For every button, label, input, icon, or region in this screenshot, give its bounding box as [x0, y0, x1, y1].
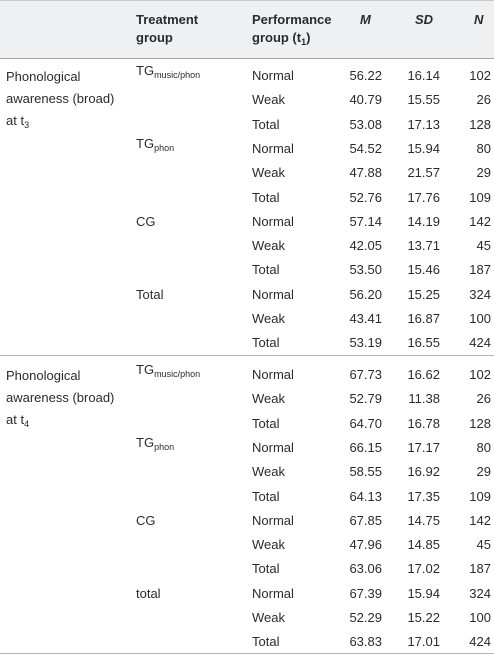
sd-cell: 15.25	[407, 286, 440, 302]
block-label-line3	[6, 110, 114, 132]
treatment-group-name: TG	[136, 135, 155, 151]
performance-group-cell: Weak	[252, 610, 285, 625]
n-cell: 45	[476, 537, 491, 553]
treatment-group-label	[136, 214, 156, 230]
mean-cell: 57.14	[349, 213, 382, 229]
n-cell: 100	[469, 311, 491, 326]
treatment-group-label	[136, 136, 174, 152]
n-cell: 187	[469, 561, 491, 577]
treatment-group-sub: music/phon	[154, 369, 201, 379]
table-header	[0, 0, 494, 59]
treatment-group-label	[136, 63, 200, 79]
mean-cell: 47.96	[349, 537, 382, 553]
performance-group-cell: Total	[252, 488, 280, 504]
treatment-group-label	[136, 362, 200, 378]
performance-group-cell: Normal	[252, 286, 294, 302]
mean-cell: 53.08	[349, 116, 382, 132]
mean-cell: 53.50	[349, 262, 382, 278]
mean-cell: 54.52	[349, 140, 382, 156]
mean-cell: 66.15	[349, 439, 382, 455]
sd-cell: 14.19	[407, 213, 440, 229]
performance-group-cell: Weak	[252, 311, 285, 326]
n-cell: 128	[469, 415, 491, 431]
performance-group-cell: Weak	[252, 537, 285, 553]
performance-group-cell: Total	[252, 561, 280, 577]
performance-group-cell: Total	[252, 634, 280, 650]
block-label-line2: awareness (broad)	[6, 91, 115, 106]
header-performance-line1: Performance	[252, 12, 332, 27]
performance-group-cell: Normal	[252, 512, 294, 528]
performance-group-cell: Total	[252, 415, 280, 431]
performance-group-cell: Weak	[252, 92, 285, 108]
performance-group-cell: Weak	[252, 238, 285, 254]
block-label-time: at t	[6, 113, 25, 128]
header-treatment-line2: group	[136, 30, 173, 45]
header-n: N	[474, 12, 484, 27]
n-cell: 26	[476, 92, 491, 108]
mean-cell: 58.55	[349, 464, 382, 480]
treatment-group-sub: phon	[154, 142, 175, 153]
n-cell: 102	[469, 367, 491, 382]
sd-cell: 17.01	[407, 634, 440, 650]
performance-group-cell: Normal	[252, 140, 294, 156]
row-block-label	[6, 66, 114, 132]
header-performance-text: group (t	[252, 30, 302, 45]
mean-cell: 52.79	[349, 391, 382, 407]
performance-group-cell: Normal	[252, 367, 294, 382]
sd-cell: 14.85	[407, 537, 440, 553]
n-cell: 424	[469, 335, 491, 351]
performance-group-cell: Normal	[252, 213, 294, 229]
treatment-group-sub: phon	[154, 441, 175, 452]
treatment-group-name: Total	[136, 286, 164, 302]
mean-cell: 56.20	[349, 286, 382, 302]
header-performance-group	[252, 11, 331, 47]
performance-group-cell: Total	[252, 116, 280, 132]
sd-cell: 16.92	[407, 464, 440, 480]
n-cell: 80	[476, 140, 491, 156]
block-label-line1: Phonological	[6, 368, 81, 383]
sd-cell: 11.38	[408, 391, 440, 407]
mean-cell: 64.13	[349, 488, 382, 504]
treatment-group-name: total	[136, 585, 161, 601]
treatment-group-label	[136, 586, 161, 602]
sd-cell: 16.62	[407, 367, 440, 382]
sd-cell: 17.35	[407, 488, 440, 504]
sd-cell: 14.75	[407, 512, 440, 528]
block-label-time: at t	[6, 412, 25, 427]
n-cell: 424	[469, 634, 491, 650]
mean-cell: 53.19	[349, 335, 382, 351]
sd-cell: 21.57	[407, 165, 440, 181]
treatment-group-sub: music/phon	[154, 70, 201, 80]
treatment-group-label	[136, 513, 156, 529]
sd-cell: 15.94	[407, 140, 440, 156]
mean-cell: 52.29	[349, 610, 382, 625]
sd-cell: 16.55	[407, 335, 440, 351]
block-divider	[0, 355, 494, 356]
header-performance-line2	[252, 29, 331, 47]
sd-cell: 16.14	[407, 68, 440, 83]
sd-cell: 15.55	[407, 92, 440, 108]
treatment-group-name: TG	[136, 63, 155, 78]
treatment-group-name: TG	[136, 434, 155, 450]
treatment-group-label	[136, 435, 174, 451]
n-cell: 29	[476, 165, 491, 181]
sd-cell: 16.78	[407, 415, 440, 431]
treatment-group-name: CG	[136, 213, 156, 229]
n-cell: 100	[469, 610, 491, 625]
n-cell: 187	[469, 262, 491, 278]
n-cell: 109	[469, 189, 491, 205]
n-cell: 128	[469, 116, 491, 132]
mean-cell: 67.85	[349, 512, 382, 528]
performance-group-cell: Normal	[252, 585, 294, 601]
header-performance-sub: 1	[301, 37, 307, 47]
performance-group-cell: Normal	[252, 439, 294, 455]
sd-cell: 16.87	[407, 311, 440, 326]
performance-group-cell: Total	[252, 189, 280, 205]
performance-group-cell: Weak	[252, 391, 285, 407]
n-cell: 109	[469, 488, 491, 504]
header-treatment-line1: Treatment	[136, 12, 199, 27]
header-performance-close: )	[306, 30, 311, 45]
sd-cell: 15.22	[407, 610, 440, 625]
mean-cell: 42.05	[349, 238, 382, 254]
performance-group-cell: Total	[252, 262, 280, 278]
n-cell: 324	[469, 585, 491, 601]
n-cell: 45	[476, 238, 491, 254]
n-cell: 26	[476, 391, 491, 407]
sd-cell: 17.13	[407, 116, 440, 132]
mean-cell: 47.88	[349, 165, 382, 181]
block-label-time-sub: 4	[24, 419, 30, 429]
table-bottom-rule	[0, 653, 494, 654]
performance-group-cell: Weak	[252, 165, 285, 181]
block-label-line2: awareness (broad)	[6, 390, 115, 405]
sd-cell: 15.46	[407, 262, 440, 278]
treatment-group-name: TG	[136, 362, 155, 377]
sd-cell: 17.17	[407, 439, 440, 455]
sd-cell: 15.94	[407, 585, 440, 601]
n-cell: 142	[469, 512, 491, 528]
mean-cell: 63.83	[349, 634, 382, 650]
sd-cell: 17.76	[407, 189, 440, 205]
sd-cell: 13.71	[407, 238, 440, 254]
n-cell: 324	[469, 286, 491, 302]
header-sd: SD	[415, 12, 434, 27]
mean-cell: 52.76	[349, 189, 382, 205]
mean-cell: 67.73	[349, 367, 382, 382]
block-label-line3	[6, 409, 114, 431]
mean-cell: 67.39	[349, 585, 382, 601]
n-cell: 102	[469, 68, 491, 83]
mean-cell: 56.22	[349, 68, 382, 83]
mean-cell: 43.41	[349, 311, 382, 326]
n-cell: 29	[476, 464, 491, 480]
n-cell: 142	[469, 213, 491, 229]
performance-group-cell: Normal	[252, 68, 294, 83]
header-m: M	[360, 12, 371, 27]
sd-cell: 17.02	[407, 561, 440, 577]
treatment-group-name: CG	[136, 512, 156, 528]
block-label-time-sub: 3	[24, 120, 30, 130]
row-block-label	[6, 365, 114, 431]
treatment-group-label	[136, 287, 163, 303]
header-treatment-group	[136, 11, 198, 47]
n-cell: 80	[476, 439, 491, 455]
mean-cell: 64.70	[349, 415, 382, 431]
performance-group-cell: Weak	[252, 464, 285, 480]
block-label-line1: Phonological	[6, 69, 81, 84]
mean-cell: 40.79	[349, 92, 382, 108]
mean-cell: 63.06	[349, 561, 382, 577]
performance-group-cell: Total	[252, 335, 280, 351]
